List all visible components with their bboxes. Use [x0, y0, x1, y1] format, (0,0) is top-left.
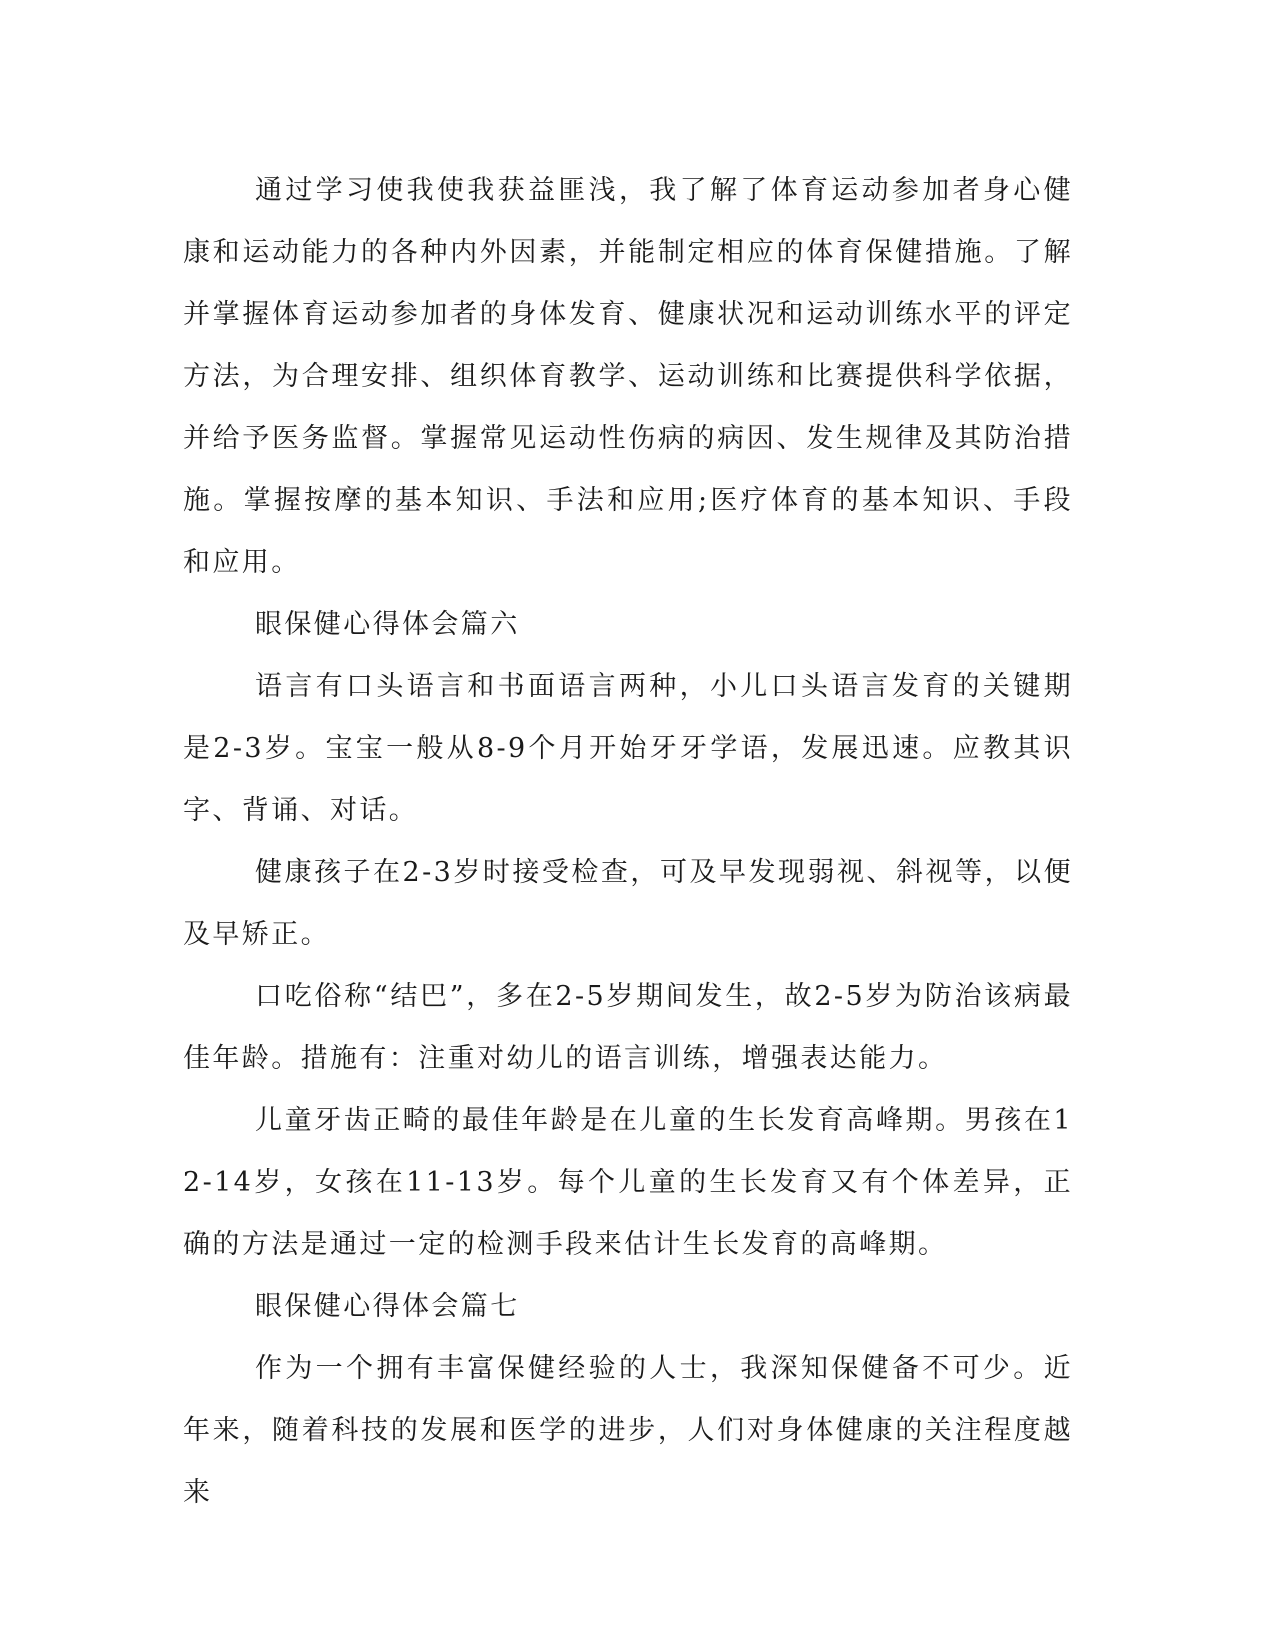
paragraph-health-care-experience: 作为一个拥有丰富保健经验的人士，我深知保健备不可少。近年来，随着科技的发展和医学的进步，人们对身体健康的关注程度越来	[183, 1353, 1073, 1508]
paragraph-stuttering: 口吃俗称“结巴”，多在2-5岁期间发生，故2-5岁为防治该病最佳年龄。措施有：注重对幼儿的语言训练，增强表达能力。	[183, 981, 1073, 1074]
section-heading-part-six: 眼保健心得体会篇六	[255, 609, 520, 640]
paragraph-orthodontics: 儿童牙齿正畸的最佳年龄是在儿童的生长发育高峰期。男孩在12-14岁，女孩在11-13岁。每个儿童的生长发育又有个体差异，正确的方法是通过一定的检测手段来估计生长发育的高峰期。	[183, 1105, 1073, 1260]
paragraph-eye-check: 健康孩子在2-3岁时接受检查，可及早发现弱视、斜视等，以便及早矫正。	[183, 857, 1073, 950]
paragraph-sports-health-study: 通过学习使我使我获益匪浅，我了解了体育运动参加者身心健康和运动能力的各种内外因素，并能制定相应的体育保健措施。了解并掌握体育运动参加者的身体发育、健康状况和运动训练水平的评定方法，为合理安排、组织体育教学、运动训练和比赛提供科学依据，并给予医务监督。掌握常见运动性伤病的病因、发生规律及其防治措施。掌握按摩的基本知识、手法和应用;医疗体育的基本知识、手段和应用。	[183, 175, 1073, 578]
section-heading-part-seven: 眼保健心得体会篇七	[255, 1291, 520, 1322]
document-page	[183, 160, 1073, 1524]
paragraph-language-development: 语言有口头语言和书面语言两种，小儿口头语言发育的关键期是2-3岁。宝宝一般从8-9个月开始牙牙学语，发展迅速。应教其识字、背诵、对话。	[183, 671, 1073, 826]
